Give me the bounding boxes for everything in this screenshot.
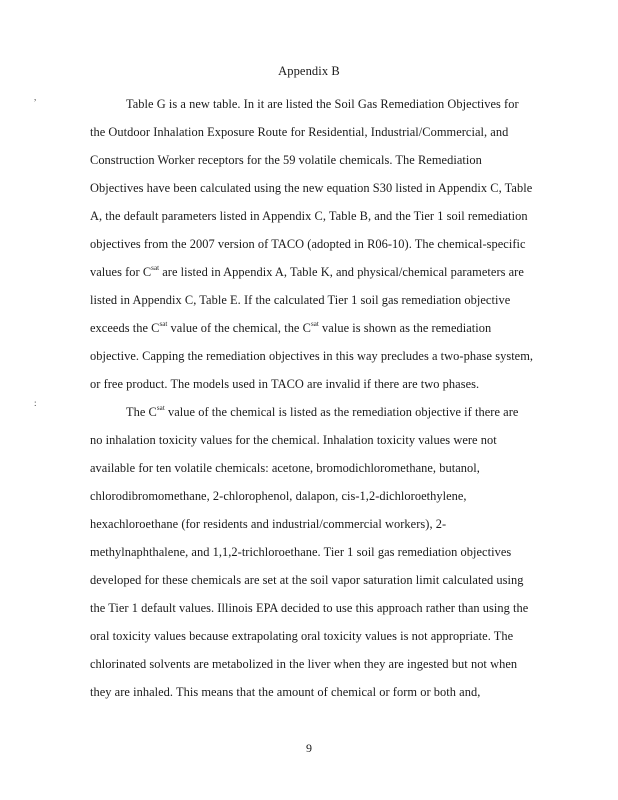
paragraph-line: [90, 321, 491, 335]
superscript: sat: [159, 320, 168, 328]
paragraph-line: no inhalation toxicity values for the chemical. Inhalation toxicity values were not: [90, 433, 497, 447]
paragraph-line: Table G is a new table. In it are listed the Soil Gas Remediation Objectives for: [126, 97, 519, 111]
paragraph-line: or free product. The models used in TACO are invalid if there are two phases.: [90, 377, 480, 391]
paragraph-line: Construction Worker receptors for the 59 volatile chemicals. The Remediation: [90, 153, 482, 167]
paragraph-line: listed in Appendix C, Table E. If the calculated Tier 1 soil gas remediation objective: [90, 293, 511, 307]
superscript: sat: [151, 264, 160, 272]
paragraph-line: [126, 405, 518, 419]
paragraph-line: objective. Capping the remediation objectives in this way precludes a two-phase system,: [90, 349, 534, 363]
paragraph-line: methylnaphthalene, and 1,1,2-trichloroethane. Tier 1 soil gas remediation objectives: [90, 545, 512, 559]
paragraph-line: they are inhaled. This means that the amount of chemical or form or both and,: [90, 685, 481, 699]
paragraph-line: available for ten volatile chemicals: acetone, bromodichloromethane, butanol,: [90, 461, 480, 475]
text-run: values for C: [90, 265, 152, 279]
appendix-heading: Appendix B: [278, 64, 340, 78]
paragraph-line: the Outdoor Inhalation Exposure Route for Residential, Industrial/Commercial, and: [90, 125, 509, 139]
scan-speck: :: [34, 398, 37, 408]
paragraph-line: chlorodibromomethane, 2-chlorophenol, dalapon, cis-1,2-dichloroethylene,: [90, 489, 467, 503]
text-run: The C: [126, 405, 157, 419]
paragraph-line: chlorinated solvents are metabolized in the liver when they are ingested but not when: [90, 657, 518, 671]
text-run: exceeds the C: [90, 321, 160, 335]
paragraph-line: [90, 265, 524, 279]
text-run: value is shown as the remediation: [318, 321, 492, 335]
paragraph-line: hexachloroethane (for residents and industrial/commercial workers), 2-: [90, 517, 447, 531]
paragraph-line: Objectives have been calculated using the new equation S30 listed in Appendix C, Table: [90, 181, 533, 195]
text-run: are listed in Appendix A, Table K, and physical/chemical parameters are: [159, 265, 524, 279]
superscript: sat: [156, 404, 165, 412]
superscript: sat: [310, 320, 319, 328]
scan-speck: ,: [34, 92, 37, 102]
text-run: value of the chemical is listed as the remediation objective if there are: [164, 405, 519, 419]
paragraph-line: objectives from the 2007 version of TACO (adopted in R06-10). The chemical-specific: [90, 237, 526, 251]
paragraph-line: A, the default parameters listed in Appendix C, Table B, and the Tier 1 soil remediation: [90, 209, 528, 223]
paragraph-line: oral toxicity values because extrapolating oral toxicity values is not appropriate. The: [90, 629, 514, 643]
paragraph-line: the Tier 1 default values. Illinois EPA decided to use this approach rather than using the: [90, 601, 529, 615]
text-run: value of the chemical, the C: [167, 321, 311, 335]
page-number: 9: [306, 741, 312, 755]
paragraph-line: developed for these chemicals are set at the soil vapor saturation limit calculated using: [90, 573, 524, 587]
